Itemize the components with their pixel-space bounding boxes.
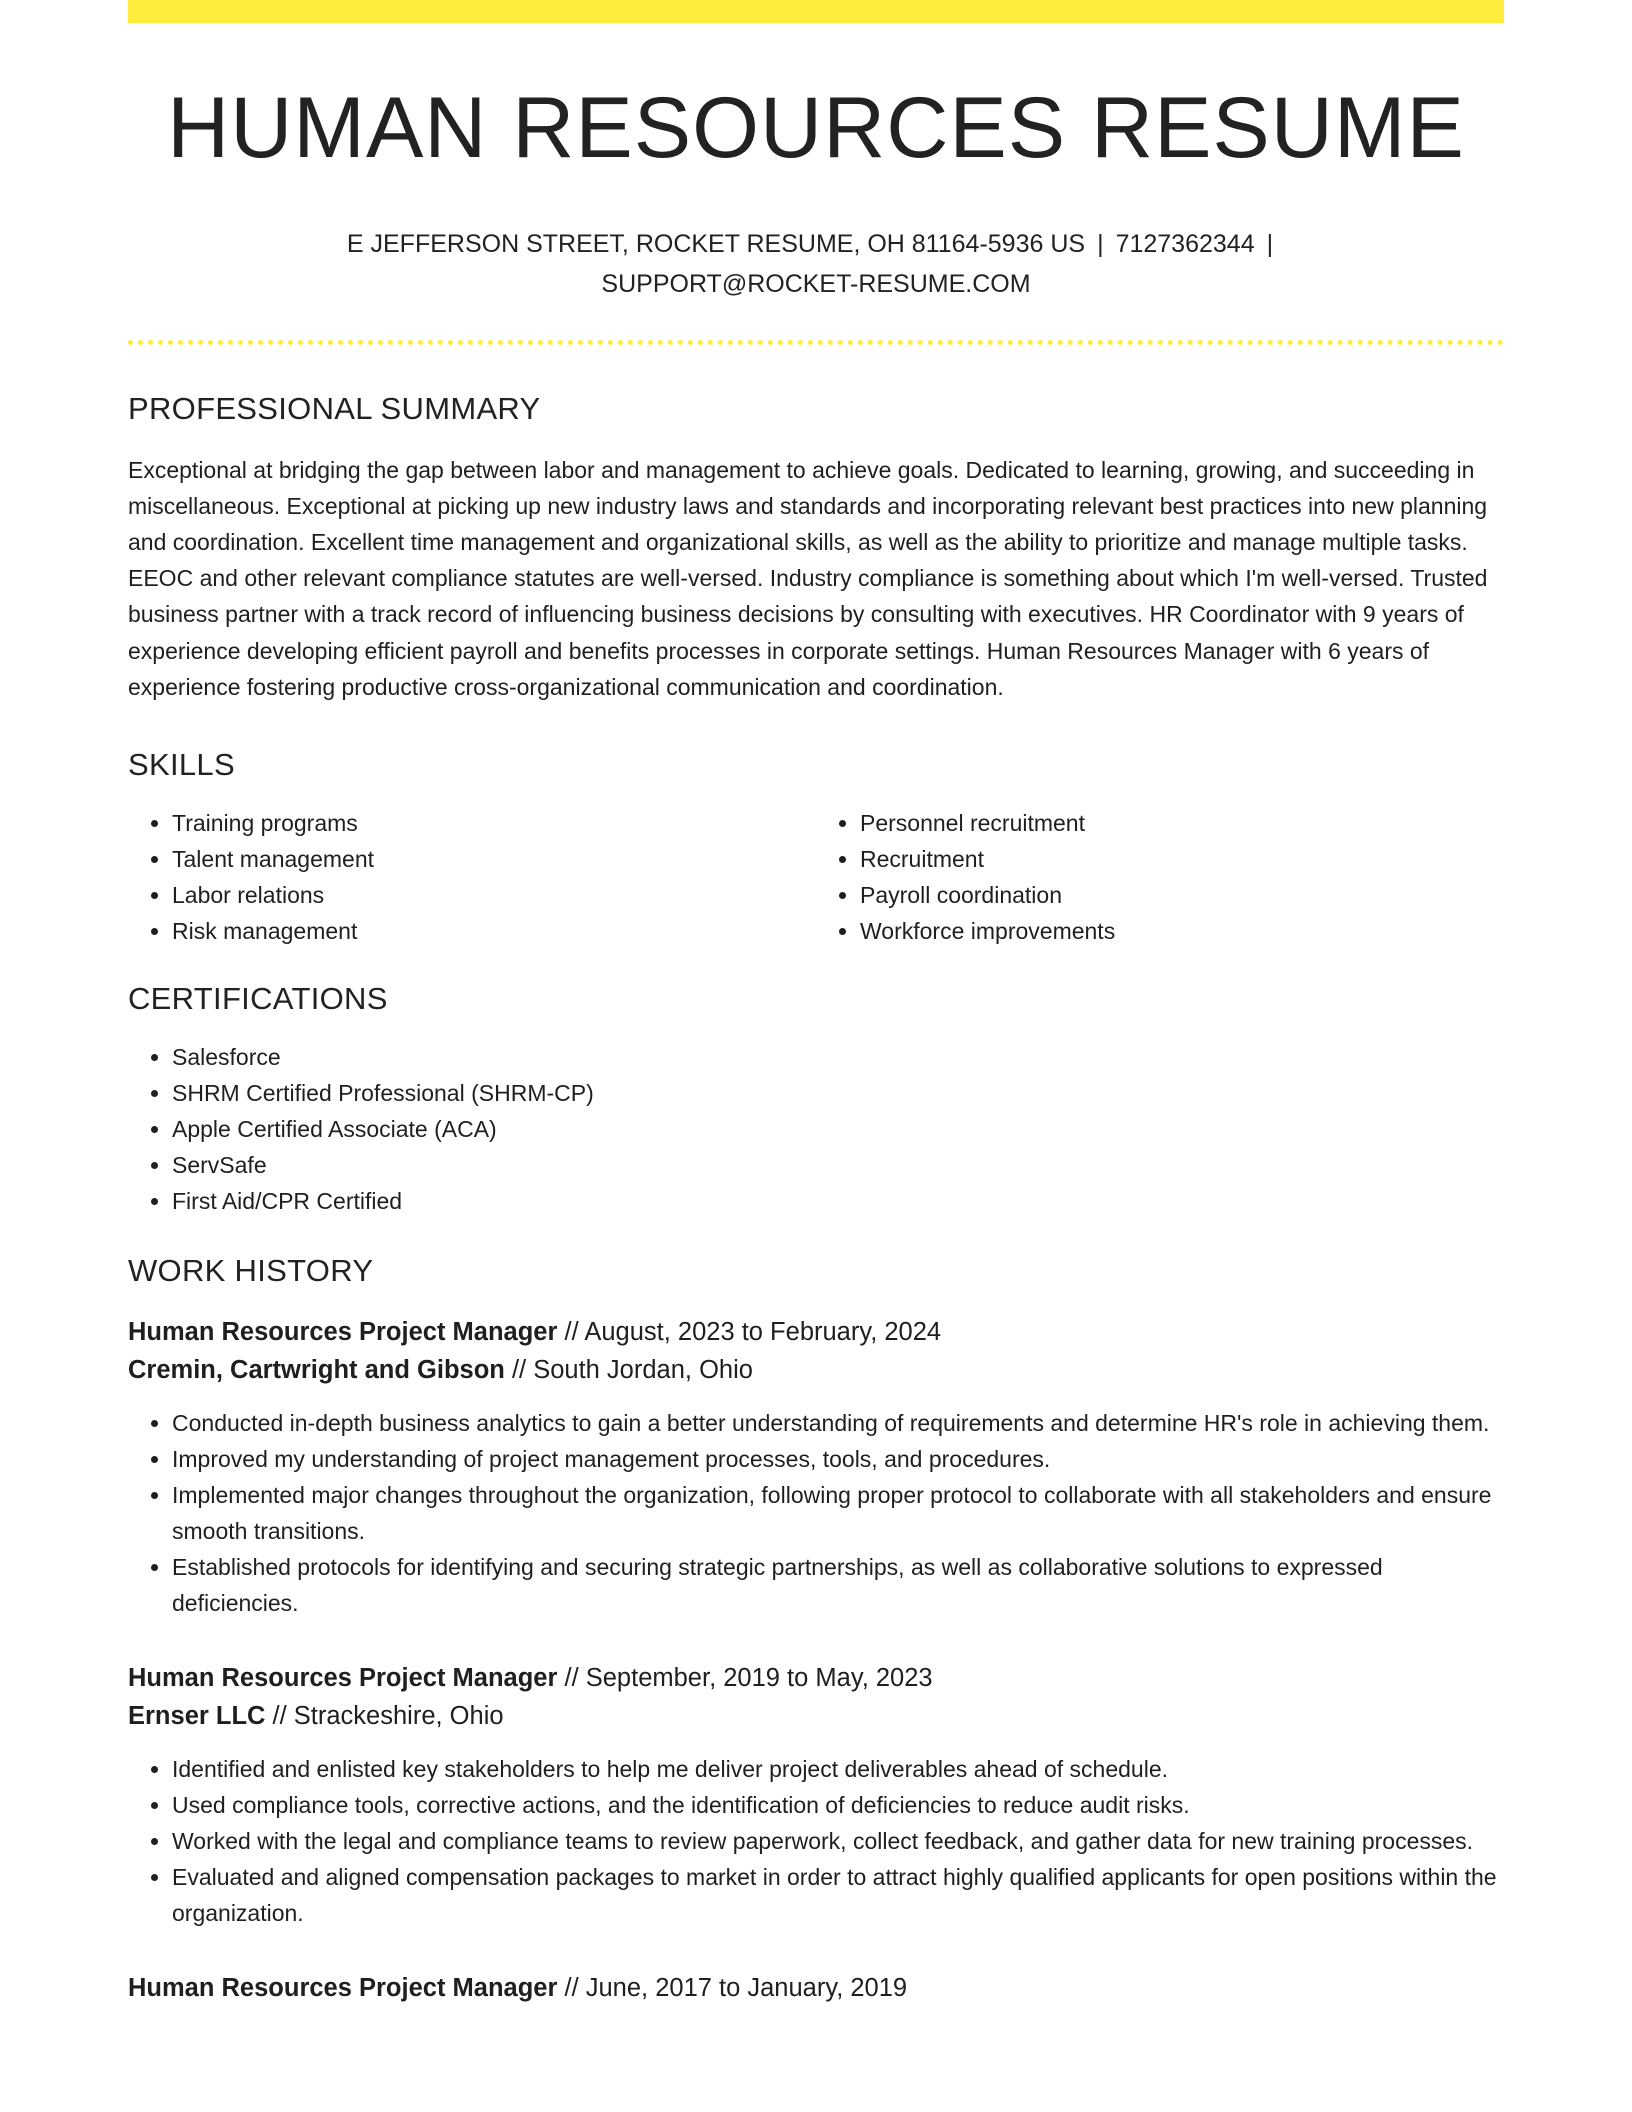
skill-item: • Recruitment xyxy=(860,841,1504,877)
job-bullets xyxy=(128,1751,1504,1931)
job-bullet: • Conducted in-depth business analytics to gain a better understanding of requirements and determine HR's role in achieving them. xyxy=(172,1405,1504,1441)
job-title-line xyxy=(128,1313,1504,1351)
contact-separator: | xyxy=(1097,229,1104,258)
job-title: Human Resources Project Manager xyxy=(128,1318,558,1347)
skills-list-left xyxy=(128,805,816,949)
job-title: Human Resources Project Manager xyxy=(128,1664,558,1693)
contact-separator: | xyxy=(1266,229,1274,258)
skill-item: • Personnel recruitment xyxy=(860,805,1504,841)
skills-list-right xyxy=(816,805,1504,949)
job-company-line xyxy=(128,1697,1504,1735)
work-history-section xyxy=(128,1253,1504,2007)
certifications-section xyxy=(128,981,1504,1219)
skill-item: • Payroll coordination xyxy=(860,877,1504,913)
top-accent-bar xyxy=(128,0,1504,23)
resume-title: HUMAN RESOURCES RESUME xyxy=(167,80,1465,176)
job-entry xyxy=(128,1969,1504,2007)
job-bullet: • Improved my understanding of project management processes, tools, and procedures. xyxy=(172,1441,1504,1477)
section-heading: CERTIFICATIONS xyxy=(128,981,388,1017)
job-bullet: • Evaluated and aligned compensation packages to market in order to attract highly qualified applicants for open positions within the organization. xyxy=(172,1859,1504,1931)
skill-item: • Talent management xyxy=(172,841,816,877)
section-heading: WORK HISTORY xyxy=(128,1253,374,1289)
job-company: Cremin, Cartwright and Gibson xyxy=(128,1356,505,1385)
professional-summary-section xyxy=(128,391,1504,705)
certification-item: • ServSafe xyxy=(172,1147,1504,1183)
section-heading: SKILLS xyxy=(128,747,235,783)
job-location: // South Jordan, Ohio xyxy=(504,1356,753,1385)
certification-item: • SHRM Certified Professional (SHRM-CP) xyxy=(172,1075,1504,1111)
job-title-line xyxy=(128,1659,1504,1697)
job-bullet: • Worked with the legal and compliance teams to review paperwork, collect feedback, and gather data for new training processes. xyxy=(172,1823,1504,1859)
job-title-line xyxy=(128,1969,1504,2007)
certification-item: • Salesforce xyxy=(172,1039,1504,1075)
skill-item: • Workforce improvements xyxy=(860,913,1504,949)
job-location: // Strackeshire, Ohio xyxy=(265,1702,504,1731)
job-company: Ernser LLC xyxy=(128,1702,266,1731)
skill-item: • Risk management xyxy=(172,913,816,949)
job-bullets xyxy=(128,1405,1504,1621)
job-dates: // June, 2017 to January, 2019 xyxy=(557,1974,908,2003)
certification-item: • Apple Certified Associate (ACA) xyxy=(172,1111,1504,1147)
skill-item: • Labor relations xyxy=(172,877,816,913)
skill-item: • Training programs xyxy=(172,805,816,841)
contact-email: SUPPORT@ROCKET-RESUME.COM xyxy=(601,269,1031,298)
job-bullet: • Used compliance tools, corrective actions, and the identification of deficiencies to reduce audit risks. xyxy=(172,1787,1504,1823)
section-heading: PROFESSIONAL SUMMARY xyxy=(128,390,541,426)
job-bullet: • Identified and enlisted key stakeholders to help me deliver project deliverables ahead of schedule. xyxy=(172,1751,1504,1787)
resume-page xyxy=(128,0,1504,2007)
job-entry xyxy=(128,1659,1504,1931)
skills-section xyxy=(128,747,1504,949)
job-dates: // September, 2019 to May, 2023 xyxy=(557,1664,933,1693)
certifications-list xyxy=(128,1039,1504,1219)
skills-columns xyxy=(128,805,1504,949)
job-entry xyxy=(128,1313,1504,1621)
certification-item: • First Aid/CPR Certified xyxy=(172,1183,1504,1219)
dotted-divider xyxy=(128,340,1504,345)
contact-info xyxy=(316,224,1316,304)
job-title: Human Resources Project Manager xyxy=(128,1974,558,2003)
job-dates: // August, 2023 to February, 2024 xyxy=(557,1318,942,1347)
contact-address: E JEFFERSON STREET, ROCKET RESUME, OH 81164-5936 US xyxy=(346,229,1086,258)
job-bullet: • Established protocols for identifying and securing strategic partnerships, as well as collaborative solutions to expressed deficiencies. xyxy=(172,1549,1504,1621)
summary-text: Exceptional at bridging the gap between labor and management to achieve goals. Dedicated to learning, growing, and succeeding in miscellaneous. Exceptional at picking up new industry laws and standards and incorporating relevant best practices into new planning and coordination. Excellent time management and organizational skills, as well as the ability to prioritize and manage multiple tasks. EEOC and other relevant compliance statutes are well-versed. Industry compliance is something about which I'm well-versed. Trusted business partner with a track record of influencing business decisions by consulting with executives. HR Coordinator with 9 years of experience developing efficient payroll and benefits processes in corporate settings. Human Resources Manager with 6 years of experience fostering productive cross-organizational communication and coordination. xyxy=(128,456,1488,700)
contact-phone: 7127362344 xyxy=(1115,229,1255,258)
job-company-line xyxy=(128,1351,1504,1389)
job-bullet: • Implemented major changes throughout the organization, following proper protocol to collaborate with all stakeholders and ensure smooth transitions. xyxy=(172,1477,1504,1549)
